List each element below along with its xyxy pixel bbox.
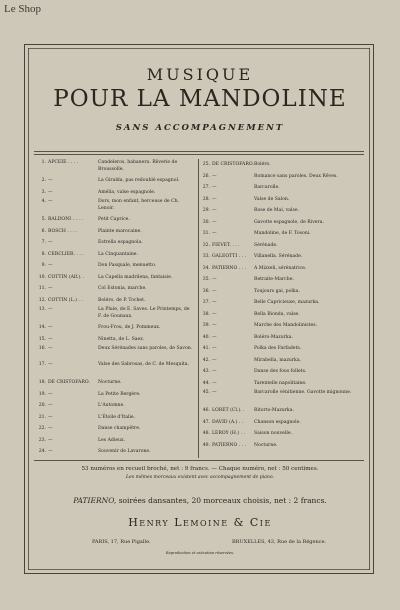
entry-number: 30.: [202, 219, 210, 225]
entry-title: Marche des Mandolinistes.: [254, 323, 318, 328]
entry-number: 3.: [41, 189, 46, 195]
entry-number: 42.: [202, 357, 210, 363]
catalogue-entry: [200, 251, 358, 263]
entry-composer: —: [212, 357, 217, 363]
entry-number: 25.: [202, 162, 210, 167]
catalogue-entry: [36, 214, 194, 226]
address-brussels: BRUXELLES, 43, Rue de la Régence.: [232, 539, 327, 545]
address-paris: PARIS, 17, Rue Pigalle.: [92, 539, 151, 545]
entry-number: 34.: [202, 265, 210, 271]
catalogue-entry: [200, 405, 358, 417]
catalogue-entry: [36, 283, 194, 295]
catalogue-entry: [200, 440, 358, 452]
catalogue-entry: [36, 389, 194, 401]
entry-number: 37.: [202, 300, 210, 305]
catalogue-entry: [36, 435, 194, 447]
entry-title: Danse des fous follets.: [254, 369, 307, 374]
catalogue-entry: [36, 187, 194, 199]
entry-number: 21.: [38, 414, 46, 420]
entry-composer: APCEIE . . . .: [48, 160, 79, 165]
entry-number: 35.: [202, 277, 210, 282]
entry-title: Retraite-Marche.: [254, 277, 294, 282]
entry-number: 17.: [38, 362, 46, 367]
entry-title: Danse champêtre.: [98, 426, 141, 431]
entry-number: 44.: [202, 380, 210, 386]
entry-number: 7.: [41, 240, 46, 245]
catalogue-entry: [200, 389, 358, 405]
catalogue-entry: [200, 417, 358, 429]
entry-title: L'Étoile d'Italie.: [98, 414, 136, 420]
entry-number: 5.: [41, 217, 46, 222]
entry-number: 48.: [202, 431, 210, 436]
catalogue-entry: [200, 320, 358, 332]
entry-composer: PATIERNO . . .: [212, 442, 246, 448]
entry-title: Rose de Mai, valse.: [254, 208, 300, 213]
catalogue-entry: [36, 446, 194, 458]
entry-number: 6.: [41, 228, 46, 234]
catalogue-entry: [36, 400, 194, 412]
entry-title: Mirabella, mazurka.: [254, 357, 302, 363]
entry-number: 8.: [41, 251, 46, 257]
entry-title: Villanella. Sérénade.: [254, 254, 303, 259]
entry-composer: —: [48, 325, 53, 330]
entry-number: 4.: [41, 199, 46, 204]
entry-title: Barcarolle.: [254, 185, 280, 190]
entry-number: 31.: [202, 231, 210, 236]
entry-number: 23.: [38, 437, 46, 443]
entry-composer: COTTIN (Alf.). .: [48, 274, 85, 280]
entry-composer: BOSCH . . . .: [48, 228, 78, 234]
entry-composer: —: [48, 437, 53, 443]
entry-composer: —: [48, 391, 53, 397]
entry-number: 32.: [202, 242, 210, 248]
entry-number: 12.: [38, 297, 46, 303]
rule-bottom: [34, 460, 364, 461]
catalogue-entry: [200, 332, 358, 344]
entry-title: Valse de Salon.: [254, 196, 290, 202]
entry-title: Polka des Farfadets.: [254, 346, 302, 351]
entry-number: 41.: [202, 346, 210, 351]
watermark: Le Shop: [4, 3, 41, 15]
entry-composer: —: [212, 346, 217, 351]
entry-title: L'Automne.: [98, 403, 125, 408]
entry-number: 1.: [41, 160, 46, 165]
entry-title: Souvenir de Lavarone.: [98, 449, 151, 454]
entry-title: Chanson espagnole.: [254, 419, 301, 425]
entry-title: Col Estonia, marche.: [98, 286, 147, 291]
catalogue-right-column: [200, 159, 358, 451]
entry-number: 26.: [202, 173, 210, 179]
entry-composer: —: [48, 346, 53, 351]
entry-title: A Mizzeli, sérénatrice.: [254, 265, 307, 271]
entry-number: 43.: [202, 369, 210, 374]
entry-number: 47.: [202, 419, 210, 425]
catalogue-entry: [200, 378, 358, 390]
catalogue-entry: [36, 412, 194, 424]
entry-title: Frou-Frou, de J. Pommeux.: [98, 325, 161, 330]
entry-number: 9.: [41, 263, 46, 268]
entry-composer: —: [212, 208, 217, 213]
entry-title: Nocturne.: [98, 380, 122, 385]
entry-title: Boléro-Mazurka.: [254, 334, 293, 340]
entry-composer: FIEVET. . . .: [212, 242, 240, 248]
column-divider: [198, 159, 199, 458]
entry-composer: —: [48, 449, 53, 454]
entry-number: 18.: [38, 380, 46, 385]
entry-number: 46.: [202, 408, 210, 413]
entry-title: Mandoline, de F. Tosoni.: [254, 231, 311, 236]
entry-title: Romance sans paroles. Deux Rêves.: [254, 173, 338, 179]
entry-title: Plainte marocaine.: [98, 228, 142, 234]
entry-number: 40.: [202, 334, 210, 340]
entry-composer: —: [48, 307, 53, 312]
catalogue-entry: [36, 226, 194, 238]
catalogue-entry: [36, 272, 194, 284]
catalogue-entry: [200, 182, 358, 194]
entry-title: Amélia, valse espagnole.: [98, 189, 156, 195]
entry-composer: —: [212, 196, 217, 202]
entry-composer: —: [212, 277, 217, 282]
entry-title: Boléro.: [254, 162, 271, 167]
catalogue-entry: [200, 366, 358, 378]
catalogue-entry: [36, 175, 194, 187]
entry-title: Belle Capricieuse, mazurka.: [254, 300, 320, 305]
catalogue-entry: [36, 198, 194, 214]
entry-number: 39.: [202, 323, 210, 328]
entry-composer: —: [212, 173, 217, 179]
patierno-line: [0, 496, 400, 505]
catalogue-entry: [200, 428, 358, 440]
entry-title: Deux Sérénades sans paroles, de Savon.: [98, 346, 193, 351]
entry-title: La Capella madrilena, fantaisie.: [98, 274, 173, 280]
entry-composer: COTTIN (L.) . .: [48, 297, 83, 303]
entry-number: 28.: [202, 196, 210, 202]
catalogue-entry: [36, 237, 194, 249]
entry-composer: CERCLIER. . . .: [48, 251, 84, 257]
rule-top-double: [34, 154, 364, 155]
catalogue-entry: [200, 286, 358, 298]
entry-composer: —: [48, 189, 53, 195]
catalogue-entry: [200, 159, 358, 171]
entry-title: Saison nouvelle.: [254, 431, 293, 436]
catalogue-entry: [36, 361, 194, 377]
catalogue-entry: [200, 297, 358, 309]
entry-composer: —: [212, 323, 217, 328]
entry-title: Petit Caprice.: [98, 217, 130, 222]
entry-composer: LORET (Cl.). .: [212, 408, 245, 413]
patierno-text: soirées dansantes, 20 morceaux choisis, net : 2 francs.: [118, 496, 327, 505]
catalogue-entry: [36, 322, 194, 334]
entry-number: 49.: [202, 442, 210, 448]
catalogue-entry: [200, 309, 358, 321]
entry-number: 2.: [41, 178, 46, 183]
entry-title: Boléro, de P. Tochet.: [98, 297, 146, 303]
entry-composer: —: [48, 414, 53, 420]
entry-composer: —: [212, 185, 217, 190]
entry-composer: BALDONI . . . .: [48, 217, 83, 222]
catalogue-entry: [200, 205, 358, 217]
entry-composer: DE CRISTOFARO.: [212, 162, 254, 167]
entry-number: 22.: [38, 426, 46, 431]
entry-title: Ninetta, de L. Saez.: [98, 336, 145, 342]
catalogue-entry: [200, 217, 358, 229]
entry-number: 15.: [38, 336, 46, 342]
entry-title: Nocturne.: [254, 442, 278, 448]
catalogue-entry: [200, 228, 358, 240]
entry-composer: DAVID (A.) . .: [212, 419, 244, 425]
entry-title: Estrella espagnola.: [98, 240, 143, 245]
entry-composer: —: [48, 240, 53, 245]
catalogue-entry: [200, 194, 358, 206]
entry-composer: LEROY (H.) . .: [212, 431, 246, 436]
entry-title: Candeleros, habanera. Rêverie de Broussolle.: [98, 160, 178, 172]
catalogue-entry: [36, 345, 194, 361]
title-top: MUSIQUE: [146, 65, 254, 84]
entry-number: 11.: [38, 286, 46, 291]
entry-title: La Petite Bergère.: [98, 391, 141, 397]
catalogue-entry: [200, 343, 358, 355]
entry-number: 33.: [202, 254, 210, 259]
entry-number: 14.: [38, 325, 46, 330]
entry-title: Ritorto-Mazurka.: [254, 408, 294, 413]
entry-title: La Pluie, de E. Saves. Le Printemps, de F. de Gounaux.: [98, 307, 190, 319]
entry-title: Bella Bionda, valse.: [254, 311, 300, 317]
entry-composer: —: [48, 286, 53, 291]
catalogue-entry: [36, 334, 194, 346]
patierno-composer: PATIERNO,: [73, 496, 117, 505]
entry-title: Don Pasquale, menuetto.: [98, 263, 157, 268]
entry-number: 19.: [38, 391, 46, 397]
entry-composer: DE CRISTOFARO.: [48, 380, 90, 385]
entry-number: 29.: [202, 208, 210, 213]
catalogue-entry: [36, 295, 194, 307]
entry-number: 13.: [38, 307, 46, 312]
entry-composer: —: [212, 219, 217, 225]
entry-composer: PATIERNO . . .: [212, 265, 246, 271]
entry-composer: —: [48, 426, 53, 431]
entry-composer: —: [48, 178, 53, 183]
entry-title: Dors, mon enfant, berceuse de Ch. Lenoir.: [98, 199, 179, 211]
entry-title: La Cinquantaine.: [98, 251, 138, 257]
price-line: 53 numéros en recueil broché, net : 9 francs. — Chaque numéro, net : 50 centimes.: [81, 466, 319, 472]
entry-composer: GALEOTTI . . .: [212, 254, 246, 259]
entry-composer: —: [212, 380, 217, 386]
catalogue-entry: [36, 249, 194, 261]
entry-composer: —: [212, 334, 217, 340]
entry-number: 20.: [38, 403, 46, 408]
catalogue-entry: [200, 263, 358, 275]
entry-title: Les Adieux.: [98, 437, 126, 443]
catalogue-entry: [36, 260, 194, 272]
entry-composer: —: [212, 390, 217, 395]
entry-number: 10.: [38, 274, 46, 280]
catalogue-entry: [200, 274, 358, 286]
entry-title: Gavotte espagnole, de Rivera.: [254, 219, 324, 225]
entry-number: 45.: [202, 390, 210, 395]
entry-composer: —: [48, 199, 53, 204]
entry-composer: —: [212, 369, 217, 374]
catalogue-entry: [200, 171, 358, 183]
entry-composer: —: [48, 403, 53, 408]
entry-number: 24.: [38, 449, 46, 454]
catalogue-left-column: [36, 159, 194, 458]
entry-title: Barcarolle vénitienne. Gavotte mignonne.: [254, 390, 352, 395]
entry-composer: —: [48, 362, 53, 367]
entry-composer: —: [48, 263, 53, 268]
publisher-name: Henry Lemoine & Cie: [128, 516, 272, 529]
catalogue-entry: [200, 240, 358, 252]
entry-number: 36.: [202, 288, 210, 294]
rule-top: [34, 151, 364, 152]
catalogue-entry: [200, 355, 358, 367]
catalogue-entry: [36, 377, 194, 389]
entry-composer: —: [212, 231, 217, 236]
rights-note: Reproduction et exécution réservées.: [165, 551, 235, 555]
entry-composer: —: [212, 311, 217, 317]
entry-title: La Giralda, pas redoublé espagnol.: [98, 178, 180, 183]
entry-number: 27.: [202, 185, 210, 190]
entry-title: Tarentelle napolitaine.: [254, 380, 307, 386]
entry-composer: —: [212, 300, 217, 305]
catalogue-entry: [36, 423, 194, 435]
catalogue-entry: [36, 159, 194, 175]
entry-composer: —: [48, 336, 53, 342]
entry-composer: —: [212, 288, 217, 294]
title-main: POUR LA MANDOLINE: [53, 86, 347, 112]
entry-title: Sérénade.: [254, 242, 278, 248]
entry-number: 16.: [38, 346, 46, 351]
entry-title: Toujours gai, polka.: [254, 288, 300, 294]
entry-number: 38.: [202, 311, 210, 317]
price-note: Les mêmes morceaux existent avec accompagnement de piano.: [126, 475, 274, 480]
catalogue-entry: [36, 306, 194, 322]
title-sub: SANS ACCOMPAGNEMENT: [115, 123, 285, 133]
entry-title: Valse des Sabrosas, de C. de Mesquita.: [98, 362, 189, 367]
